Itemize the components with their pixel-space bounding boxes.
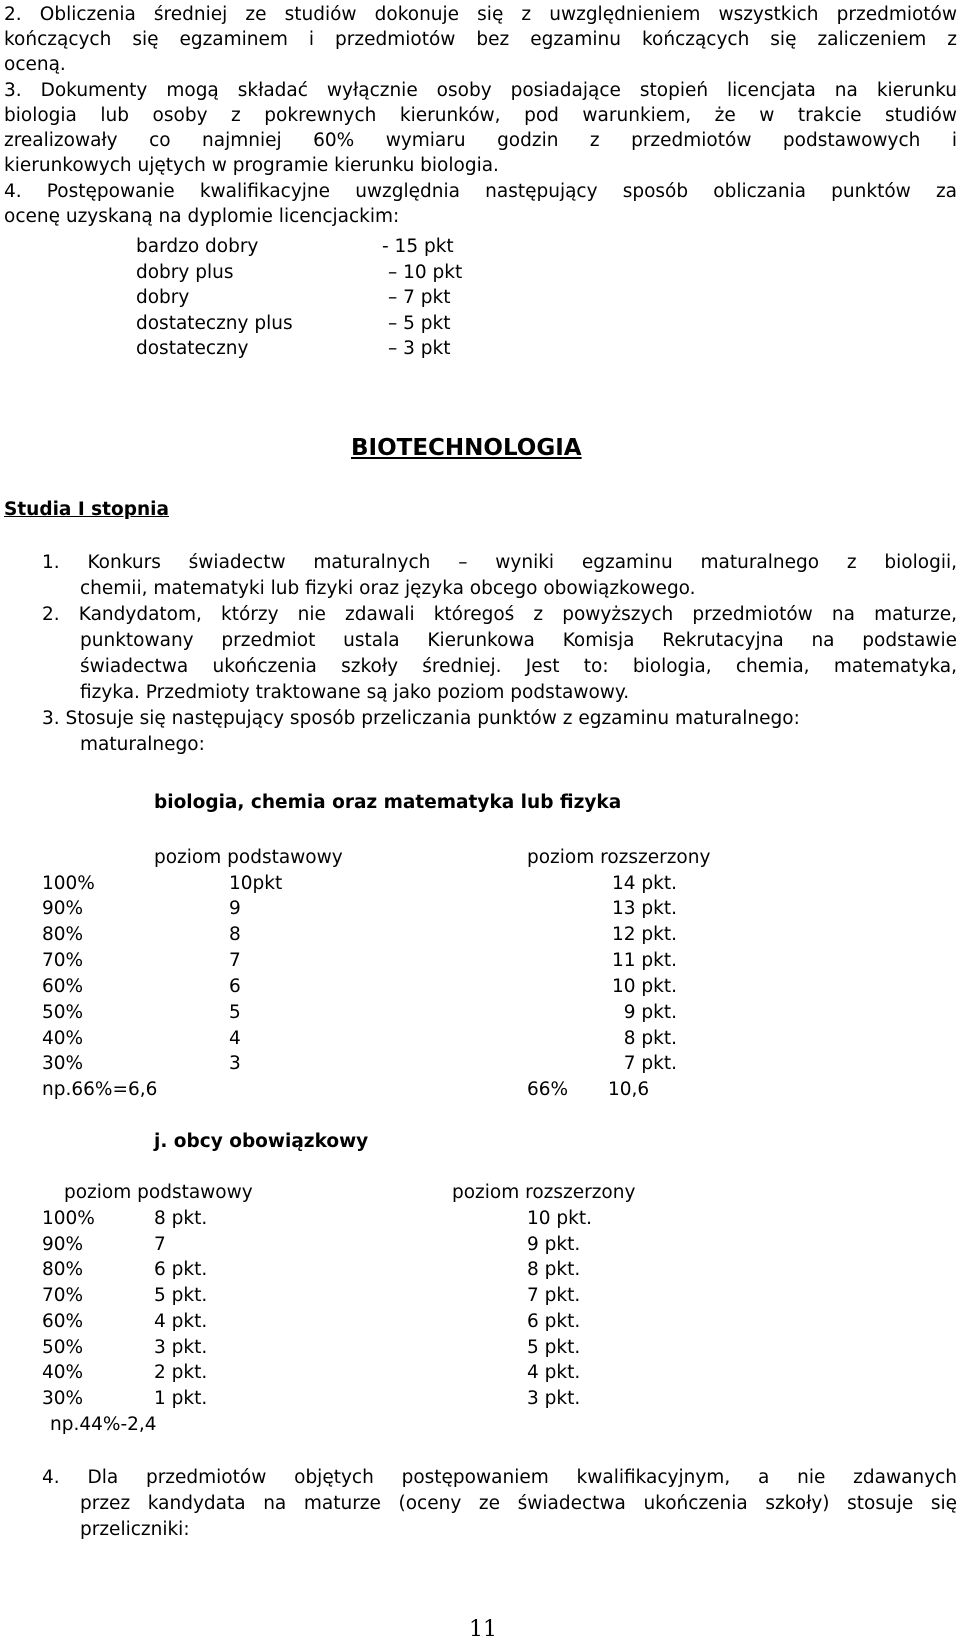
paragraph-line: przeliczniki:: [80, 1519, 190, 1540]
basic-points-cell: 4 pkt.: [154, 1311, 208, 1332]
table-row: [0, 1361, 960, 1385]
table-row: [0, 1052, 960, 1076]
percent-cell: 40%: [42, 1362, 84, 1383]
column-header-extended: poziom rozszerzony: [452, 1182, 636, 1203]
table-example-row: [0, 1078, 960, 1102]
paragraph-line: kończących się egzaminem i przedmiotów bez egzaminu kończących się zaliczeniem z: [4, 29, 957, 50]
extended-points-cell: 13 pkt.: [611, 898, 677, 919]
basic-points-cell: 8 pkt.: [154, 1208, 208, 1229]
extended-points-cell: 3 pkt.: [527, 1388, 581, 1409]
grade-points: - 15 pkt: [382, 236, 454, 257]
grade-name: dobry: [136, 287, 190, 308]
grade-row: [0, 235, 960, 259]
paragraph-line: świadectwa ukończenia szkoły średniej. Jest to: biologia, chemia, matematyka,: [80, 656, 957, 677]
basic-points-cell: 5 pkt.: [154, 1285, 208, 1306]
basic-points-cell: 3 pkt.: [154, 1337, 208, 1358]
percent-cell: 70%: [42, 1285, 84, 1306]
column-header-basic: poziom podstawowy: [154, 847, 343, 868]
extended-points-cell: 12 pkt.: [611, 924, 677, 945]
table-header-row: [0, 846, 960, 870]
percent-cell: 30%: [42, 1388, 84, 1409]
table-row: [0, 1258, 960, 1282]
extended-points-cell: 9 pkt.: [623, 1002, 677, 1023]
extended-points-cell: 9 pkt.: [527, 1234, 581, 1255]
section-title: BIOTECHNOLOGIA: [351, 435, 582, 461]
paragraph-line: fizyka. Przedmioty traktowane są jako poziom podstawowy.: [80, 682, 630, 703]
paragraph-line: maturalnego:: [80, 734, 205, 755]
percent-cell: 30%: [42, 1053, 84, 1074]
percent-cell: 50%: [42, 1002, 84, 1023]
grade-row: [0, 312, 960, 336]
grade-points: – 10 pkt: [388, 262, 463, 283]
extended-points-cell: 10 pkt.: [527, 1208, 593, 1229]
paragraph-line: 4. Postępowanie kwalifikacyjne uwzględnia następujący sposób obliczania punktów za: [4, 181, 957, 202]
example-basic: np.66%=6,6: [42, 1079, 158, 1100]
table-row: [0, 1310, 960, 1334]
table-row: [0, 1284, 960, 1308]
column-header-extended: poziom rozszerzony: [527, 847, 711, 868]
extended-points-cell: 14 pkt.: [611, 873, 677, 894]
grade-row: [0, 261, 960, 285]
table-row: [0, 923, 960, 947]
table-row: [0, 897, 960, 921]
basic-points-cell: 9: [229, 898, 241, 919]
paragraph-line: przez kandydata na maturze (oceny ze świadectwa ukończenia szkoły) stosuje się: [80, 1493, 957, 1514]
table-row: [0, 1027, 960, 1051]
percent-cell: 80%: [42, 924, 84, 945]
basic-points-cell: 7: [154, 1234, 166, 1255]
table-row: [0, 872, 960, 896]
table-row: [0, 975, 960, 999]
paragraph-line: biologia lub osoby z pokrewnych kierunków, pod warunkiem, że w trakcie studiów: [4, 105, 957, 126]
paragraph-line: punktowany przedmiot ustala Kierunkowa Komisja Rekrutacyjna na podstawie: [80, 630, 957, 651]
paragraph-line: oceną.: [4, 54, 66, 75]
table-header-row: [0, 1181, 960, 1205]
percent-cell: 60%: [42, 976, 84, 997]
paragraph-line: kierunkowych ujętych w programie kierunku biologia.: [4, 155, 499, 176]
table-row: [0, 1336, 960, 1360]
column-header-basic: poziom podstawowy: [64, 1182, 253, 1203]
basic-points-cell: 1 pkt.: [154, 1388, 208, 1409]
example-extended-percent: 66%: [527, 1079, 569, 1100]
extended-points-cell: 7 pkt.: [623, 1053, 677, 1074]
table-heading: j. obcy obowiązkowy: [154, 1131, 369, 1152]
table-example-row: [0, 1413, 960, 1437]
grade-row: [0, 286, 960, 310]
percent-cell: 70%: [42, 950, 84, 971]
basic-points-cell: 6: [229, 976, 241, 997]
basic-points-cell: 8: [229, 924, 241, 945]
example-basic: np.44%-2,4: [50, 1414, 157, 1435]
paragraph-line: 4. Dla przedmiotów objętych postępowaniem kwalifikacyjnym, a nie zdawanych: [42, 1467, 957, 1488]
grade-row: [0, 337, 960, 361]
percent-cell: 60%: [42, 1311, 84, 1332]
grade-points: – 5 pkt: [388, 313, 451, 334]
extended-points-cell: 7 pkt.: [527, 1285, 581, 1306]
percent-cell: 50%: [42, 1337, 84, 1358]
grade-name: dostateczny: [136, 338, 249, 359]
table-row: [0, 949, 960, 973]
extended-points-cell: 4 pkt.: [527, 1362, 581, 1383]
extended-points-cell: 5 pkt.: [527, 1337, 581, 1358]
basic-points-cell: 10pkt: [229, 873, 283, 894]
paragraph-line: 2. Obliczenia średniej ze studiów dokonuje się z uwzględnieniem wszystkich przedmiotów: [4, 4, 957, 25]
percent-cell: 90%: [42, 898, 84, 919]
page-number: 11: [469, 1617, 497, 1642]
grade-name: dostateczny plus: [136, 313, 293, 334]
percent-cell: 40%: [42, 1028, 84, 1049]
basic-points-cell: 4: [229, 1028, 241, 1049]
percent-cell: 80%: [42, 1259, 84, 1280]
paragraph-line: 2. Kandydatom, którzy nie zdawali któregoś z powyższych przedmiotów na maturze,: [42, 604, 957, 625]
paragraph-line: 3. Stosuje się następujący sposób przeliczania punktów z egzaminu maturalnego:: [42, 708, 800, 729]
paragraph-line: 3. Dokumenty mogą składać wyłącznie osoby posiadające stopień licencjata na kierunku: [4, 80, 957, 101]
grade-points: – 7 pkt: [388, 287, 451, 308]
paragraph-line: 1. Konkurs świadectw maturalnych – wyniki egzaminu maturalnego z biologii,: [42, 552, 957, 573]
table-heading: biologia, chemia oraz matematyka lub fizyka: [154, 792, 622, 813]
extended-points-cell: 11 pkt.: [611, 950, 677, 971]
paragraph-line: chemii, matematyki lub fizyki oraz języka obcego obowiązkowego.: [80, 578, 696, 599]
grade-points: – 3 pkt: [388, 338, 451, 359]
table-row: [0, 1387, 960, 1411]
basic-points-cell: 2 pkt.: [154, 1362, 208, 1383]
table-row: [0, 1207, 960, 1231]
table-row: [0, 1001, 960, 1025]
basic-points-cell: 5: [229, 1002, 241, 1023]
percent-cell: 100%: [42, 1208, 95, 1229]
percent-cell: 90%: [42, 1234, 84, 1255]
grade-name: bardzo dobry: [136, 236, 259, 257]
extended-points-cell: 8 pkt.: [527, 1259, 581, 1280]
paragraph-line: ocenę uzyskaną na dyplomie licencjackim:: [4, 206, 400, 227]
basic-points-cell: 3: [229, 1053, 241, 1074]
percent-cell: 100%: [42, 873, 95, 894]
extended-points-cell: 8 pkt.: [623, 1028, 677, 1049]
basic-points-cell: 7: [229, 950, 241, 971]
section-subtitle: Studia I stopnia: [4, 499, 169, 520]
table-row: [0, 1233, 960, 1257]
paragraph-line: zrealizowały co najmniej 60% wymiaru godzin z przedmiotów podstawowych i: [4, 130, 957, 151]
grade-name: dobry plus: [136, 262, 234, 283]
example-extended-value: 10,6: [608, 1079, 650, 1100]
basic-points-cell: 6 pkt.: [154, 1259, 208, 1280]
extended-points-cell: 6 pkt.: [527, 1311, 581, 1332]
extended-points-cell: 10 pkt.: [611, 976, 677, 997]
